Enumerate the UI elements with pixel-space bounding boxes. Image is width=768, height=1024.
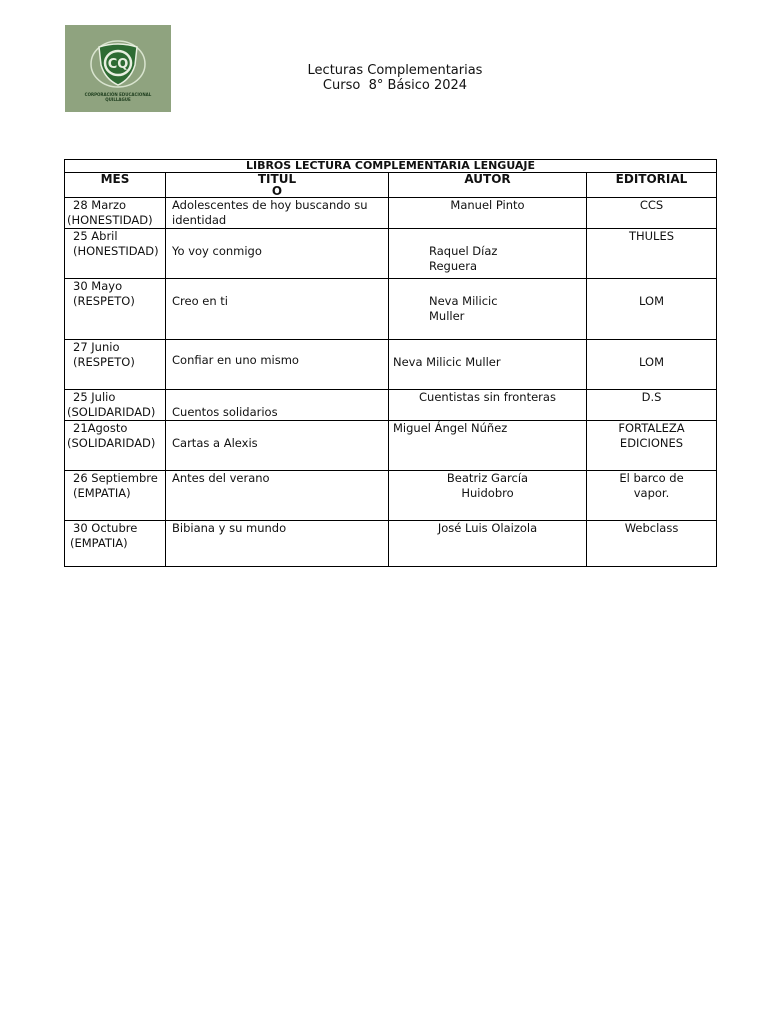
titulo-cell: Cuentos solidarios — [166, 390, 389, 421]
autor-line1: Raquel Díaz — [429, 244, 498, 258]
school-logo — [65, 25, 171, 112]
titulo-cell: Adolescentes de hoy buscando su identidad — [166, 198, 389, 229]
autor-line1: Neva Milicic Muller — [393, 355, 501, 369]
mes-cell — [65, 340, 166, 390]
autor-cell — [389, 390, 587, 421]
logo-caption-line2: QUILLAGUE — [105, 97, 131, 102]
autor-cell — [389, 198, 587, 229]
fecha: 30 Octubre — [73, 521, 138, 535]
table-row — [65, 229, 717, 279]
column-header-titulo-line1: TITUL — [257, 172, 297, 186]
reading-list-table — [64, 159, 717, 567]
editorial-cell — [587, 229, 717, 279]
autor-cell — [389, 279, 587, 340]
editorial-cell — [587, 471, 717, 521]
table-row — [65, 471, 717, 521]
table-row — [65, 421, 717, 471]
valor: (RESPETO) — [73, 355, 135, 369]
valor: (EMPATIA) — [70, 536, 128, 550]
editorial-cell — [587, 198, 717, 229]
valor: (HONESTIDAD) — [73, 244, 159, 258]
logo-monogram: CQ — [107, 57, 129, 72]
valor: (HONESTIDAD) — [67, 213, 153, 227]
table-caption: LIBROS LECTURA COMPLEMENTARIA LENGUAJE — [65, 160, 717, 173]
table-row — [65, 340, 717, 390]
mes-cell — [65, 390, 166, 421]
shield-logo-icon — [89, 39, 147, 89]
titulo-cell: Cartas a Alexis — [166, 421, 389, 471]
column-header-mes: MES — [65, 173, 166, 198]
editorial-line1: D.S — [641, 390, 662, 404]
autor-line1: Beatriz García — [446, 471, 529, 485]
editorial-cell — [587, 390, 717, 421]
editorial-line1: El barco de — [619, 471, 684, 485]
valor: (RESPETO) — [73, 294, 135, 308]
fecha: 26 Septiembre — [73, 471, 158, 485]
autor-cell — [389, 471, 587, 521]
valor: (EMPATIA) — [73, 486, 131, 500]
table-row — [65, 279, 717, 340]
mes-cell — [65, 229, 166, 279]
mes-cell — [65, 198, 166, 229]
titulo-cell: Bibiana y su mundo — [166, 521, 389, 567]
valor: (SOLIDARIDAD) — [67, 436, 156, 450]
valor: (SOLIDARIDAD) — [67, 405, 156, 419]
logo-caption — [85, 92, 152, 102]
logo-caption-line1: CORPORACIÓN EDUCACIONAL — [84, 92, 152, 97]
fecha: 25 Abril — [73, 229, 118, 243]
table-header-row — [65, 173, 717, 198]
fecha: 21Agosto — [73, 421, 128, 435]
editorial-cell — [587, 521, 717, 567]
autor-cell — [389, 521, 587, 567]
column-header-titulo — [166, 173, 389, 198]
titulo-cell: Creo en ti — [166, 279, 389, 340]
editorial-cell — [587, 340, 717, 390]
autor-line1: Cuentistas sin fronteras — [419, 390, 556, 404]
titulo-cell: Confiar en uno mismo — [166, 340, 389, 390]
fecha: 27 Junio — [73, 340, 120, 354]
document-heading — [200, 63, 590, 93]
mes-cell — [65, 521, 166, 567]
mes-cell — [65, 471, 166, 521]
column-header-autor: AUTOR — [389, 173, 587, 198]
autor-cell — [389, 340, 587, 390]
autor-line1: Neva Milicic — [429, 294, 498, 308]
mes-cell — [65, 279, 166, 340]
table-row — [65, 521, 717, 567]
editorial-line1: LOM — [639, 355, 664, 369]
mes-cell — [65, 421, 166, 471]
autor-line1: Manuel Pinto — [450, 198, 525, 212]
fecha: 30 Mayo — [73, 279, 123, 293]
editorial-line1: CCS — [639, 198, 664, 212]
editorial-line1: Webclass — [624, 521, 679, 535]
autor-line2: Huidobro — [461, 486, 514, 500]
autor-line1: Miguel Ángel Núñez — [393, 421, 508, 435]
editorial-line2: vapor. — [633, 486, 670, 500]
editorial-line1: LOM — [639, 294, 664, 308]
column-header-titulo-line2: O — [271, 184, 283, 198]
editorial-line1: THULES — [628, 229, 675, 243]
autor-line2: Muller — [429, 309, 465, 323]
table-row — [65, 390, 717, 421]
editorial-cell — [587, 421, 717, 471]
titulo-cell: Antes del verano — [166, 471, 389, 521]
table-row — [65, 198, 717, 229]
table-caption-row — [65, 160, 717, 173]
autor-cell — [389, 421, 587, 471]
autor-line2: Reguera — [429, 259, 477, 273]
heading-line2: Curso 8° Básico 2024 — [322, 78, 468, 93]
titulo-cell: Yo voy conmigo — [166, 229, 389, 279]
editorial-line1: FORTALEZA — [618, 421, 685, 435]
editorial-line2: EDICIONES — [619, 436, 684, 450]
editorial-cell — [587, 279, 717, 340]
autor-cell — [389, 229, 587, 279]
fecha: 28 Marzo — [73, 198, 127, 212]
autor-line1: José Luis Olaizola — [437, 521, 538, 535]
heading-line1: Lecturas Complementarias — [307, 63, 483, 78]
column-header-editorial: EDITORIAL — [587, 173, 717, 198]
fecha: 25 Julio — [73, 390, 116, 404]
